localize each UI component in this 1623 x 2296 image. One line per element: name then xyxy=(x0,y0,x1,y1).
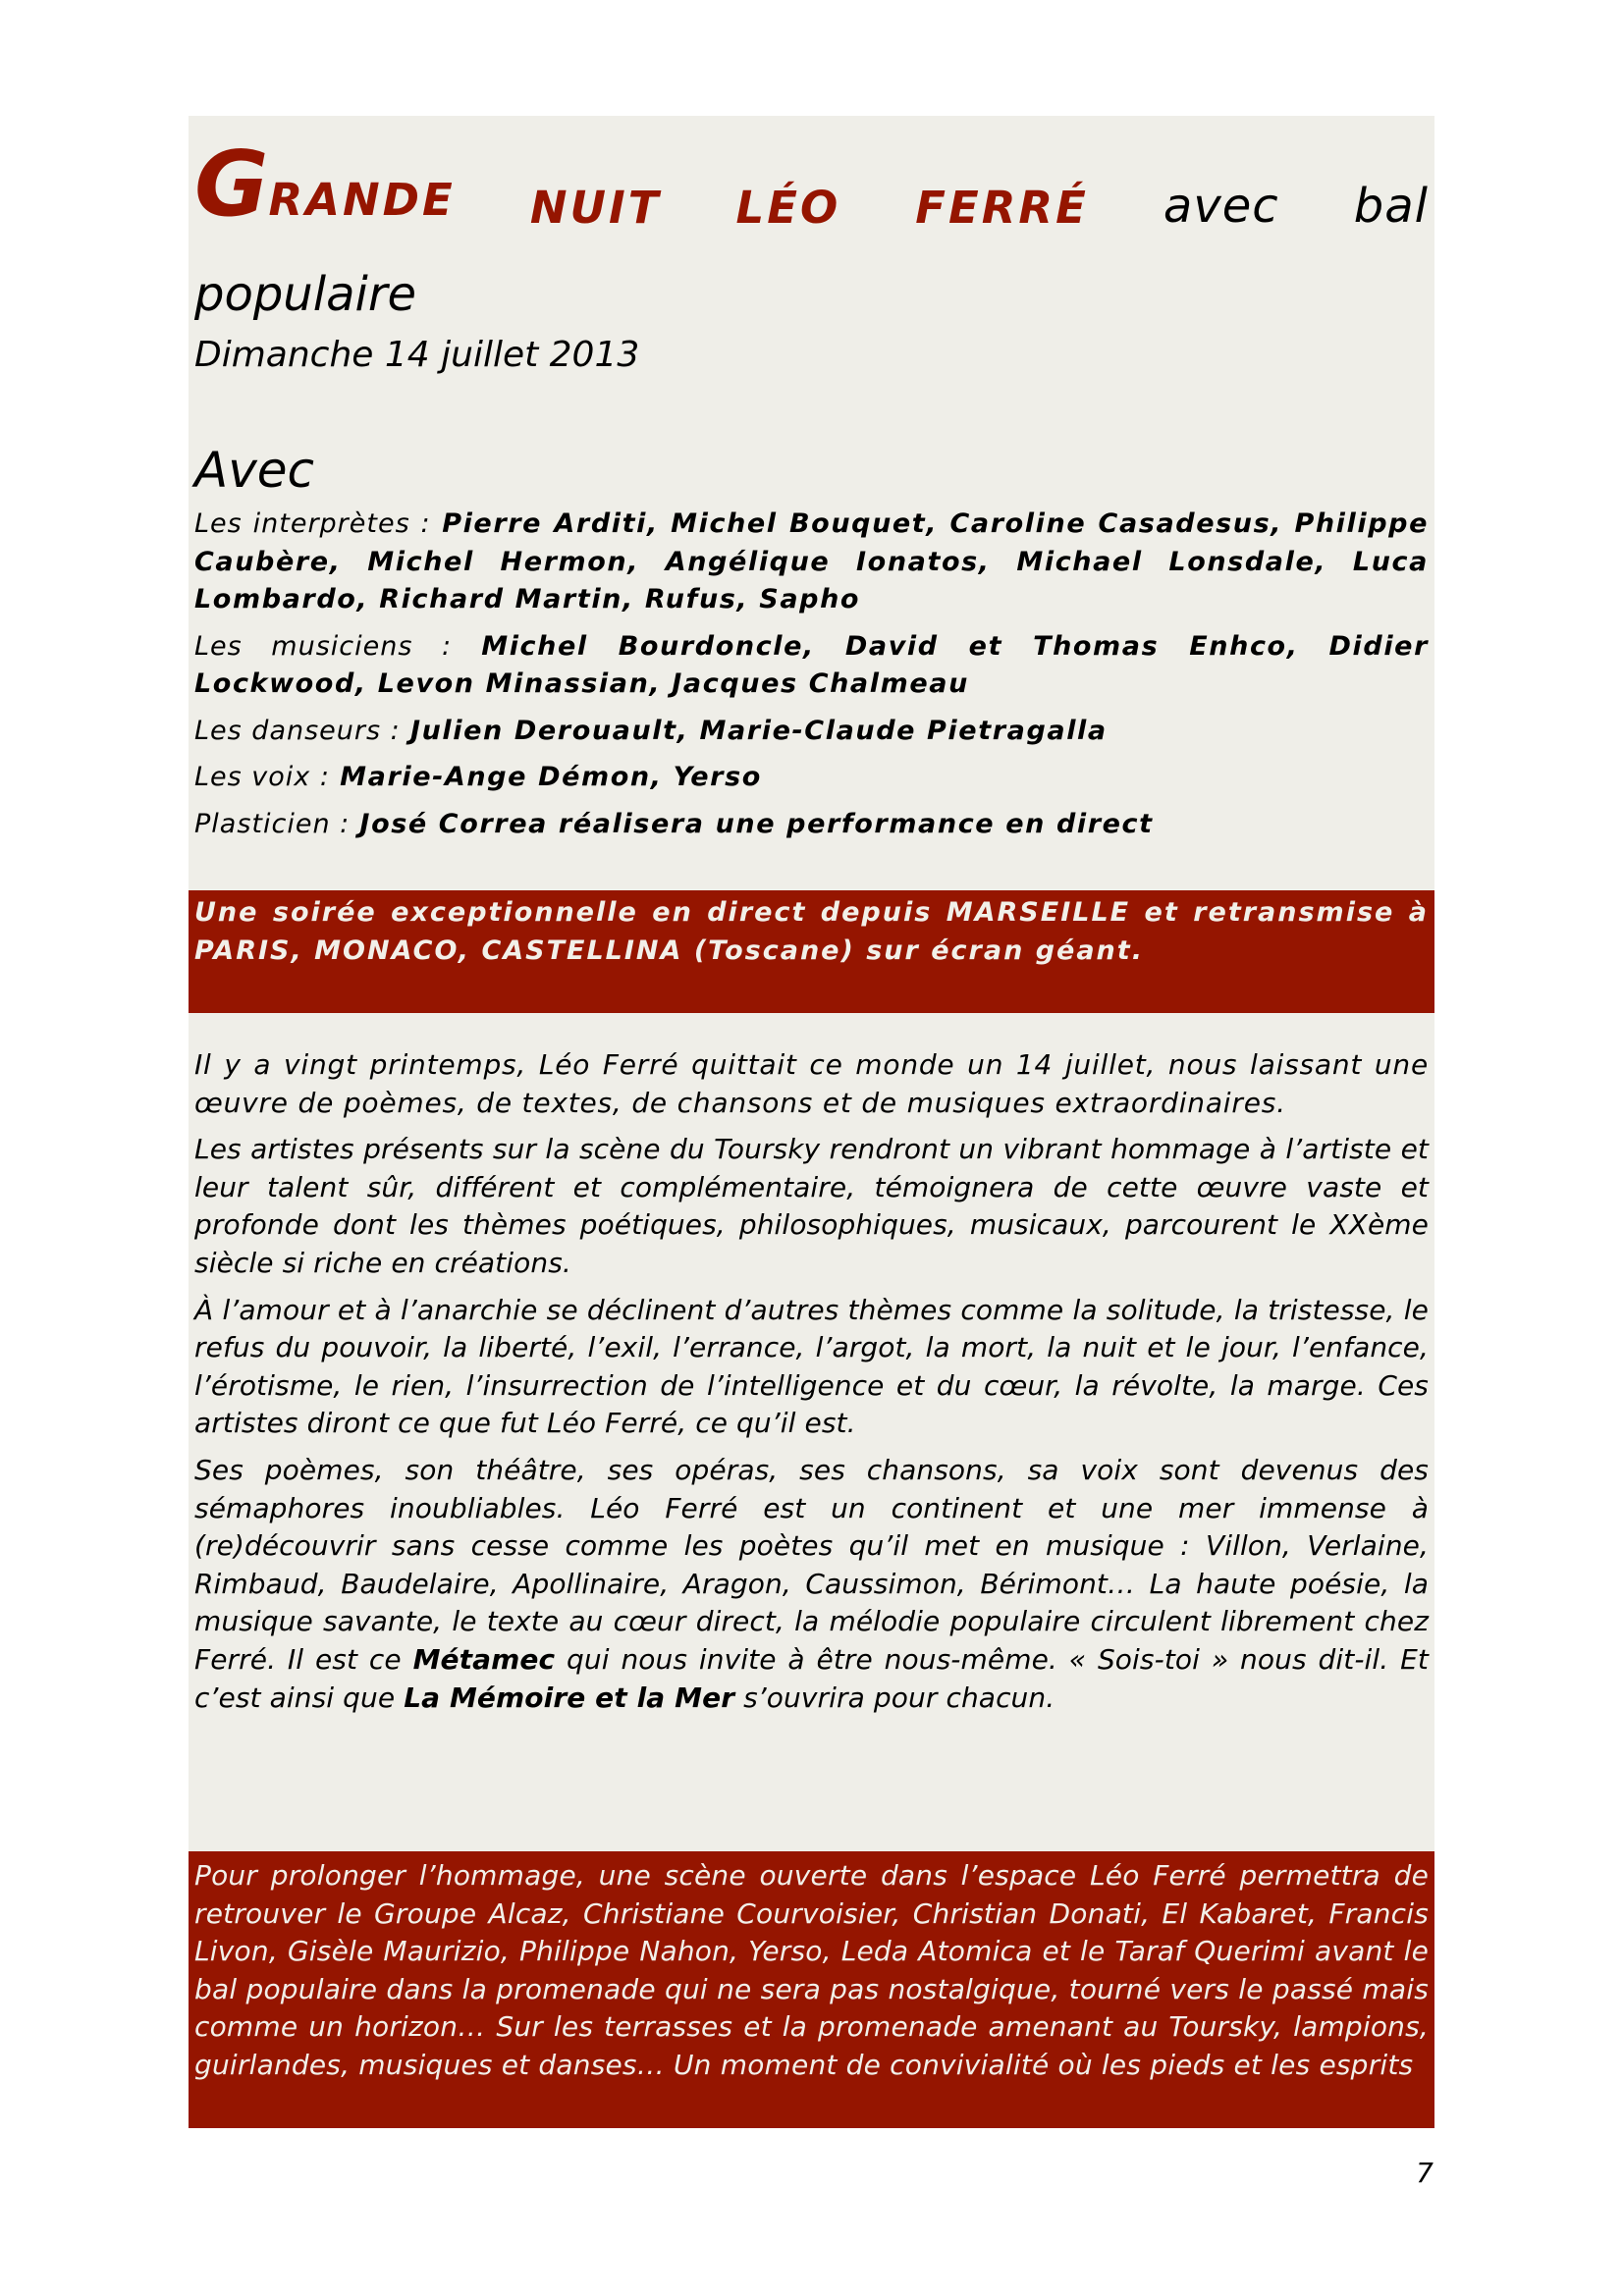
cast-label: Les musiciens : xyxy=(194,630,453,662)
title-suffix-word: bal xyxy=(1353,179,1429,234)
page-title xyxy=(194,132,1429,237)
cast-row-voix xyxy=(194,759,1429,797)
event-date: Dimanche 14 juillet 2013 xyxy=(194,335,640,375)
title-line-2: populaire xyxy=(194,267,417,322)
title-word: FERRÉ xyxy=(915,182,1089,234)
cast-row-interpretes xyxy=(194,506,1429,619)
title-suffix-word: avec xyxy=(1163,179,1279,234)
article-body xyxy=(194,1046,1429,1726)
highlight-text: Pour prolonger l’hommage, une scène ouverte dans l’espace Léo Ferré permettra de retrouver le Groupe Alcaz, Christiane Courvoisier, Christian Donati, El Kabaret, Francis Livon, Gisèle Maurizio, Philippe Nahon, Yerso, Leda Atomica et le Taraf Querimi avant le bal populaire dans la promenade qui ne sera pas nostalgique, tourné vers le passé mais comme un horizon… Sur les terrasses et la promenade amenant au Toursky, lampions, guirlandes, musiques et danses… Un moment de convivialité où les pieds et les esprits xyxy=(194,1859,1429,2081)
work-title-memoire: La Mémoire et la Mer xyxy=(404,1681,735,1714)
paragraph-text: s’ouvrira pour chacun. xyxy=(734,1681,1055,1714)
cast-label: Les voix : xyxy=(194,762,330,792)
cast-label: Les interprètes : xyxy=(194,508,431,539)
highlight-text: Une soirée exceptionnelle en direct depuis MARSEILLE et retransmise à PARIS, MONACO, CASTELLINA (Toscane) sur écran géant. xyxy=(194,897,1429,966)
cast-names: Pierre Arditi, Michel Bouquet, Caroline Casadesus, Philippe Caubère, Michel Hermon, Angélique Ionatos, Michael Lonsdale, Luca Lombardo, Richard Martin, Rufus, Sapho xyxy=(194,508,1430,614)
cast-names: Marie-Ange Démon, Yerso xyxy=(340,762,762,792)
cast-names: Julien Derouault, Marie-Claude Pietragalla xyxy=(409,715,1108,746)
highlight-box-broadcast xyxy=(189,890,1434,1013)
paragraph-text: Ses poèmes, son théâtre, ses opéras, ses chansons, sa voix sont devenus des sémaphores inoubliables. Léo Ferré est un continent et une mer immense à (re)découvrir sans cesse comme les poètes qu’il met en musique : Villon, Verlaine, Rimbaud, Baudelaire, Apollinaire, Aragon, Caussimon, Bérimont… La haute poésie, la musique savante, le texte au cœur direct, la mélodie populaire circulent librement chez Ferré. Il est ce xyxy=(194,1453,1429,1676)
title-word-text: RANDE xyxy=(268,174,456,226)
paragraph: Il y a vingt printemps, Léo Ferré quittait ce monde un 14 juillet, nous laissant une œuvre de poèmes, de textes, de chansons et de musiques extraordinaires. xyxy=(194,1048,1429,1119)
cast-names: Michel Bourdoncle, David et Thomas Enhco, Didier Lockwood, Levon Minassian, Jacques Chalmeau xyxy=(194,630,1430,699)
paragraph-text: qui nous invite à être nous-même. « Sois-toi » nous dit-il. Et c’est ainsi que xyxy=(194,1642,1429,1714)
cast-names: José Correa réalisera une performance en direct xyxy=(359,808,1154,839)
title-word: NUIT xyxy=(529,182,662,234)
cast-label: Plasticien : xyxy=(194,808,351,839)
title-drop-cap: G xyxy=(194,132,269,237)
content-panel xyxy=(189,116,1434,2128)
page-number: 7 xyxy=(1416,2157,1434,2189)
title-word xyxy=(194,132,456,237)
cast-label: Les danseurs : xyxy=(194,715,401,746)
highlight-box-open-stage xyxy=(189,1851,1434,2128)
paragraph xyxy=(194,1452,1429,1717)
cast-row-plasticien xyxy=(194,806,1429,844)
title-word: LÉO xyxy=(735,182,841,234)
paragraph: À l’amour et à l’anarchie se déclinent d’autres thèmes comme la solitude, la tristesse, le refus du pouvoir, la liberté, l’exil, l’errance, l’argot, la mort, la nuit et le jour, l’enfance, l’érotisme, le rien, l’insurrection de l’intelligence et du cœur, la révolte, la marge. Ces artistes diront ce que fut Léo Ferré, ce qu’il est. xyxy=(194,1293,1429,1440)
cast-row-danseurs xyxy=(194,713,1429,751)
cast-list xyxy=(194,506,1429,852)
paragraph: Les artistes présents sur la scène du Toursky rendront un vibrant hommage à l’artiste et leur talent sûr, différent et complémentaire, témoignera de cette œuvre vaste et profonde dont les thèmes poétiques, philosophiques, musicaux, parcourent le XXème siècle si riche en créations. xyxy=(194,1133,1429,1279)
cast-row-musiciens xyxy=(194,628,1429,704)
cast-heading: Avec xyxy=(194,442,315,499)
work-title-metamec: Métamec xyxy=(412,1642,556,1676)
